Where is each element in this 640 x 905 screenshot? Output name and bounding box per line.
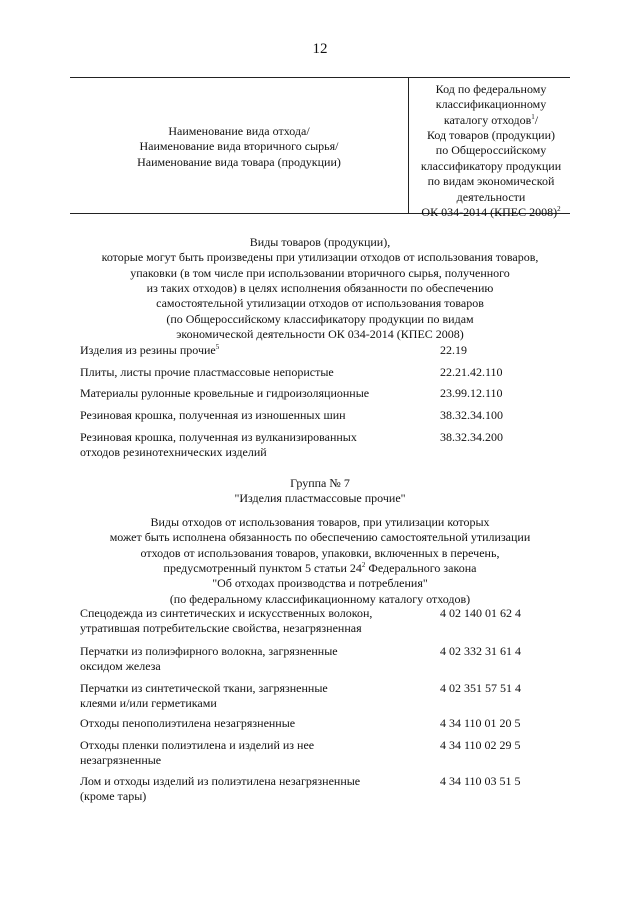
header-right-line-text: каталогу отходов xyxy=(443,112,532,127)
row-name-line: клеями и/или герметиками xyxy=(80,696,217,711)
row-name-line: отходов резинотехнических изделий xyxy=(80,445,267,460)
table-row-code: 4 34 110 03 51 5 xyxy=(440,774,521,788)
section2-title-tail: Федерального закона xyxy=(365,561,477,576)
header-right-line: по видам экономической xyxy=(427,174,555,189)
table-row-name xyxy=(80,738,410,769)
row-name-line: Спецодежда из синтетических и искусственных волокон, xyxy=(80,606,373,620)
section2-title xyxy=(70,515,570,607)
row-name-text: Изделия из резины прочие xyxy=(80,343,216,357)
section2-title-line: может быть исполнена обязанность по обеспечению самостоятельной утилизации xyxy=(109,530,531,545)
table-row-code: 4 02 140 01 62 4 xyxy=(440,606,521,620)
section2-title-line: отходов от использования товаров, упаковки, включенных в перечень, xyxy=(140,545,500,560)
header-left-cell xyxy=(70,124,408,170)
table-row-name xyxy=(80,606,410,637)
header-right-line: Код товаров (продукции) xyxy=(426,128,556,143)
header-right-cell xyxy=(410,82,572,220)
table-row-name xyxy=(80,644,410,675)
row-name-line: Резиновая крошка, полученная из вулканизированных xyxy=(80,430,357,444)
row-name-line: (кроме тары) xyxy=(80,789,147,804)
table-row-code: 22.21.42.110 xyxy=(440,365,503,379)
header-right-line-text: ОК 034-2014 (КПЕС 2008) xyxy=(421,204,558,219)
header-right-line xyxy=(410,205,572,220)
table-row-name: Резиновая крошка, полученная из изношенных шин xyxy=(80,408,346,422)
header-right-line: классификационному xyxy=(435,97,547,112)
header-right-line: классификатору продукции xyxy=(420,158,562,173)
table-row-name xyxy=(80,343,410,358)
section1-title-line: Виды товаров (продукции), xyxy=(249,235,391,249)
header-right-line: деятельности xyxy=(456,189,526,204)
row-name-line: Лом и отходы изделий из полиэтилена незагрязненные xyxy=(80,774,361,788)
table-row-name xyxy=(80,681,410,712)
section2-title-line: (по федеральному классификационному каталогу отходов) xyxy=(169,591,471,606)
table-row-name: Материалы рулонные кровельные и гидроизоляционные xyxy=(80,386,370,400)
group-heading xyxy=(70,476,570,507)
footnote-ref: 5 xyxy=(215,343,220,351)
header-top-rule xyxy=(70,77,570,78)
header-column-divider xyxy=(408,77,409,213)
section1-title-line: экономической деятельности ОК 034-2014 (КПЕС 2008) xyxy=(176,327,464,342)
footnote-ref: 2 xyxy=(361,561,366,570)
header-left-line: Наименование вида вторичного сырья/ xyxy=(139,139,339,154)
table-row-name xyxy=(80,774,410,805)
group-name: "Изделия пластмассовые прочие" xyxy=(234,491,406,506)
table-row-code: 4 34 110 01 20 5 xyxy=(440,716,521,730)
table-row-code: 4 02 332 31 61 4 xyxy=(440,644,521,658)
header-right-line xyxy=(410,113,572,128)
page-number: 12 xyxy=(312,41,328,57)
footnote-ref: 2 xyxy=(557,204,561,213)
header-right-line-tail: / xyxy=(534,112,539,127)
section2-title-line: "Об отходах производства и потребления" xyxy=(212,576,428,591)
table-row-name: Плиты, листы прочие пластмассовые непористые xyxy=(80,365,334,379)
row-name-line: незагрязненные xyxy=(80,753,162,768)
table-row-code: 38.32.34.100 xyxy=(440,408,503,422)
header-right-line: Код по федеральному xyxy=(435,82,547,96)
section1-title-line: (по Общероссийскому классификатору продукции по видам xyxy=(166,311,474,326)
header-left-line: Наименование вида отхода/ xyxy=(168,124,310,138)
section2-title-line: Виды отходов от использования товаров, при утилизации которых xyxy=(150,515,490,529)
section1-title xyxy=(70,235,570,343)
table-row-code: 38.32.34.200 xyxy=(440,430,503,444)
section1-title-line: которые могут быть произведены при утилизации отходов от использования товаров, xyxy=(101,250,539,265)
header-right-line: по Общероссийскому xyxy=(435,143,547,158)
footnote-ref: 1 xyxy=(531,112,535,121)
table-row-name xyxy=(80,430,410,461)
section1-title-line: из таких отходов) в целях исполнения обязанности по обеспечению xyxy=(146,281,494,296)
row-name-line: Перчатки из полиэфирного волокна, загрязненные xyxy=(80,644,338,658)
table-row-code: 23.99.12.110 xyxy=(440,386,503,400)
row-name-line: утратившая потребительские свойства, незагрязненная xyxy=(80,621,362,636)
row-name-line: оксидом железа xyxy=(80,659,161,674)
section2-title-line xyxy=(70,561,570,576)
section1-title-line: упаковки (в том числе при использовании вторичного сырья, полученного xyxy=(130,265,510,280)
row-name-line: Перчатки из синтетической ткани, загрязненные xyxy=(80,681,328,695)
section1-title-line: самостоятельной утилизации отходов от использования товаров xyxy=(156,296,484,311)
group-number: Группа № 7 xyxy=(290,476,350,490)
section2-title-text: предусмотренный пунктом 5 статьи 24 xyxy=(163,561,362,576)
table-row-name: Отходы пенополиэтилена незагрязненные xyxy=(80,716,296,730)
table-row-code: 22.19 xyxy=(440,343,467,357)
table-row-code: 4 34 110 02 29 5 xyxy=(440,738,521,752)
header-left-line: Наименование вида товара (продукции) xyxy=(137,154,341,169)
row-name-line: Отходы пленки полиэтилена и изделий из нее xyxy=(80,738,315,752)
table-row-code: 4 02 351 57 51 4 xyxy=(440,681,521,695)
